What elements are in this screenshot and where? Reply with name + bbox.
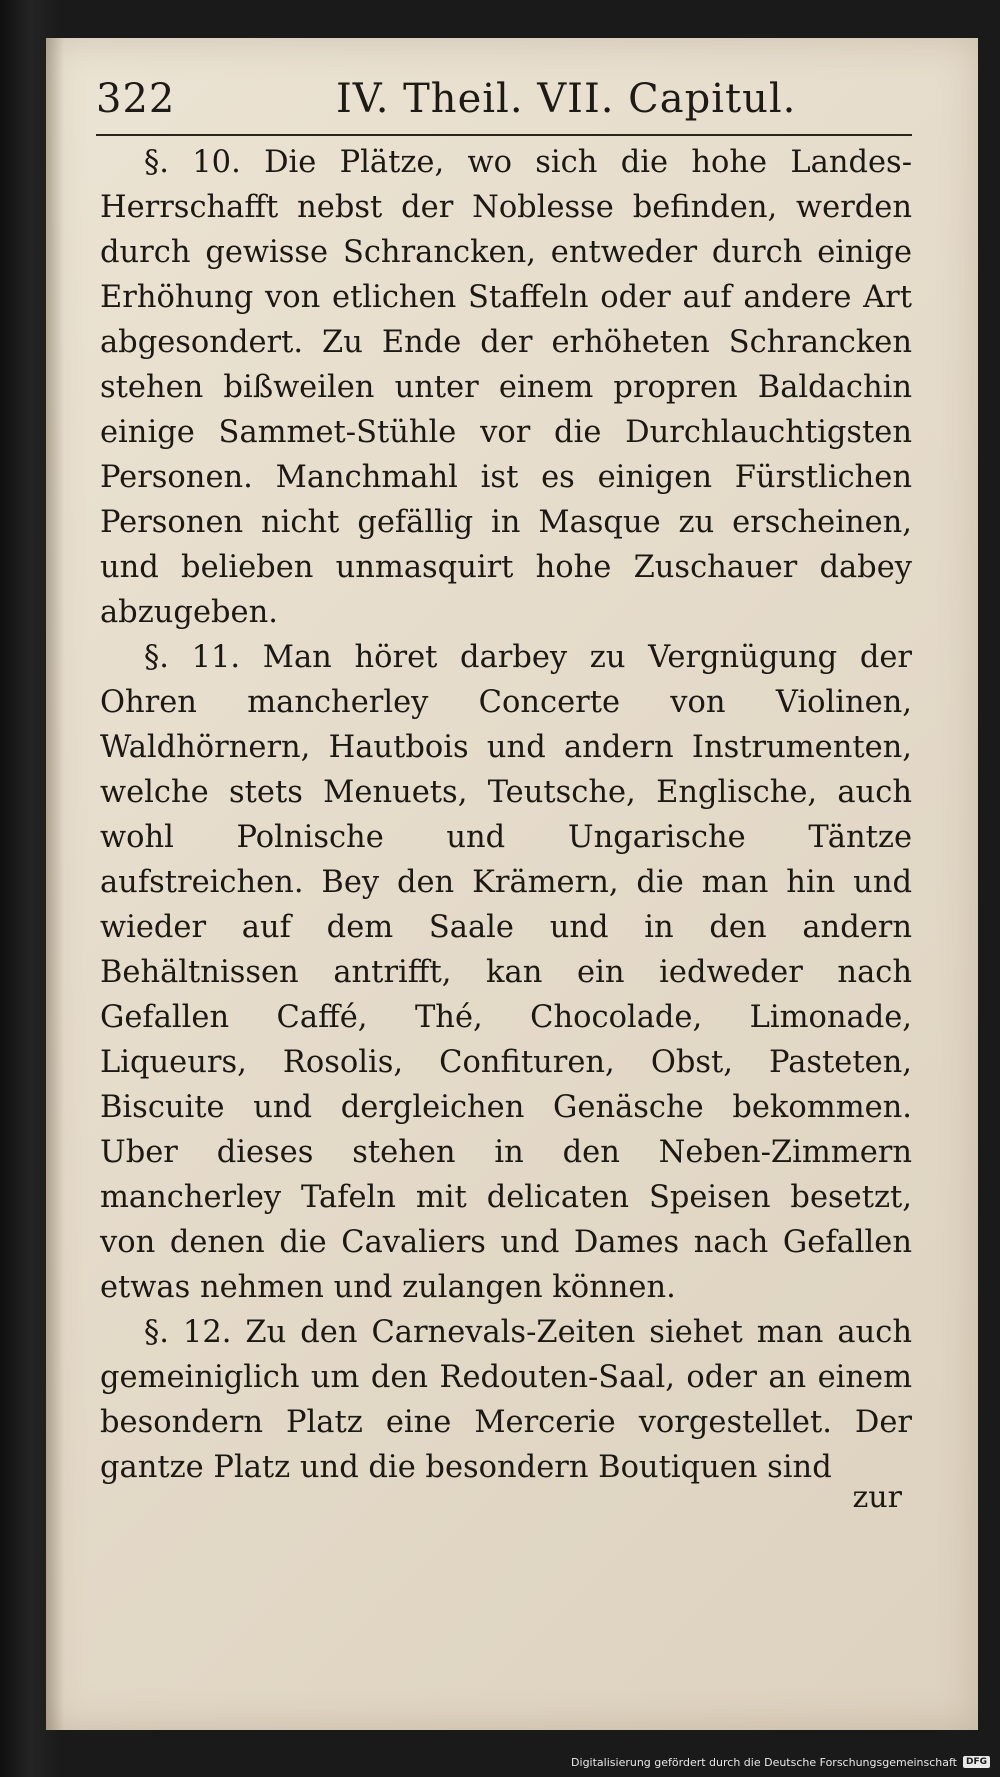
paragraph-10: §. 10. Die Plätze, wo sich die hohe Landes-Herrschafft nebst der Noblesse befinden, werden durch gewisse Schrancken, entweder durch einige Erhöhung von etlichen Staffeln oder auf andere Art abgesondert. Zu Ende der erhöheten Schrancken stehen bißweilen unter einem propren Baldachin einige Sammet-Stühle vor die Durchlauchtigsten Personen. Manchmahl ist es einigen Fürstlichen Personen nicht gefällig in Masque zu erscheinen, und belieben unmasquirt hohe Zuschauer dabey abzugeben. [100, 145, 912, 630]
paragraph-11: §. 11. Man höret darbey zu Vergnügung der Ohren mancherley Concerte von Violinen, Waldhörnern, Hautbois und andern Instrumenten, welche stets Menuets, Teutsche, Englische, auch wohl Polnische und Ungarische Täntze aufstreichen. Bey den Krämern, die man hin und wieder auf dem Saale und in den andern Behältnissen antrifft, kan ein iedweder nach Gefallen Caffé, Thé, Chocolade, Limonade, Liqueurs, Rosolis, Confituren, Obst, Pasteten, Biscuite und dergleichen Genäsche bekommen. Uber dieses stehen in den Neben-Zimmern mancherley Tafeln mit delicaten Speisen besetzt, von denen die Cavaliers und Dames nach Gefallen etwas nehmen und zulangen können. [100, 640, 912, 1305]
page-number: 322 [96, 76, 176, 122]
footer-credit-text: Digitalisierung gefördert durch die Deutsche Forschungsgemeinschaft [571, 1755, 957, 1769]
catchword: zur [852, 1480, 902, 1515]
running-head [96, 70, 912, 136]
paragraph-12: §. 12. Zu den Carnevals-Zeiten siehet man auch gemeiniglich um den Redouten-Saal, oder an einem besondern Platz eine Mercerie vorgestellet. Der gantze Platz und die besondern Boutiquen sind [100, 1315, 912, 1485]
digitization-footer [571, 1752, 990, 1772]
body-text [100, 140, 912, 1490]
running-title: IV. Theil. VII. Capitul. [336, 76, 797, 122]
dfg-logo-icon: DFG [963, 1756, 990, 1768]
